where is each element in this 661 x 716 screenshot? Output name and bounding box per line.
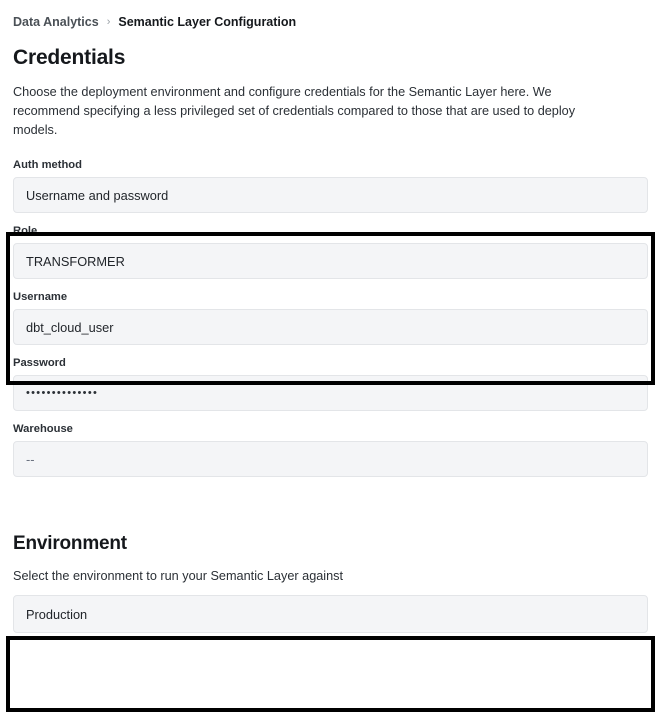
environment-description: Select the environment to run your Semantic Layer against <box>13 569 344 584</box>
field-label-username: Username <box>13 291 68 304</box>
environment-title: Environment <box>13 533 127 555</box>
environment-select[interactable]: Production <box>13 595 648 633</box>
breadcrumb-current: Semantic Layer Configuration <box>118 15 297 29</box>
credentials-description: Choose the deployment environment and configure credentials for the Semantic Layer here. We recommend specifying a less privileged set of credentials compared to those that are used to deploy models. <box>13 85 576 137</box>
section-spacer <box>13 489 648 533</box>
breadcrumb <box>13 14 648 30</box>
field-password <box>13 357 648 411</box>
password-input[interactable]: •••••••••••••• <box>13 375 648 411</box>
highlight-box-environment-select <box>6 636 655 712</box>
field-username <box>13 291 648 345</box>
field-label-auth-method: Auth method <box>13 159 82 172</box>
field-role <box>13 225 648 279</box>
field-label-warehouse: Warehouse <box>13 423 73 436</box>
field-label-password: Password <box>13 357 66 370</box>
username-input[interactable]: dbt_cloud_user <box>13 309 648 345</box>
warehouse-input[interactable]: -- <box>13 441 648 477</box>
auth-method-select[interactable]: Username and password <box>13 177 648 213</box>
field-label-role: Role <box>13 225 38 238</box>
role-input[interactable]: TRANSFORMER <box>13 243 648 279</box>
field-warehouse <box>13 423 648 477</box>
breadcrumb-link-data-analytics[interactable]: Data Analytics <box>13 15 99 29</box>
page-title: Credentials <box>13 46 126 69</box>
chevron-right-icon: › <box>106 16 111 28</box>
field-auth-method <box>13 159 648 213</box>
